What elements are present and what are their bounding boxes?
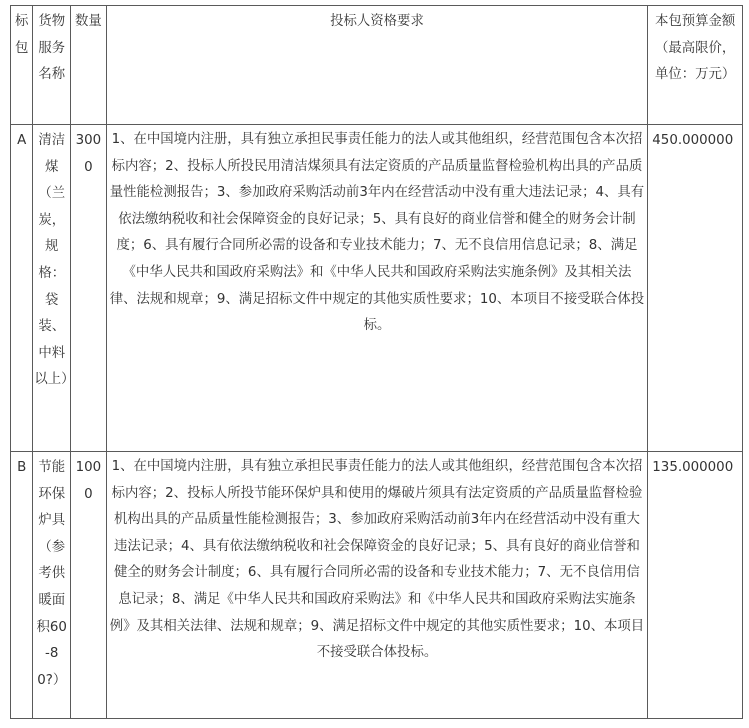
cell-quantity: 1000 xyxy=(71,452,107,719)
cell-item-name: 节能环保炉具（参考供暖面积60-80?） xyxy=(33,452,71,719)
cell-package: B xyxy=(11,452,33,719)
cell-package: A xyxy=(11,125,33,452)
cell-requirements: 1、在中国境内注册，具有独立承担民事责任能力的法人或其他组织，经营范围包含本次招标内容；2、投标人所投节能环保炉具和使用的爆破片须具有法定资质的产品质量监督检验机构出具的产品质量性能检测报告；3、参加政府采购活动前3年内在经营活动中没有重大违法记录；4、具有依法缴纳税收和社会保障资金的良好记录；5、具有良好的商业信誉和健全的财务会计制度；6、具有履行合同所必需的设备和专业技术能力；7、无不良信用信息记录；8、满足《中华人民共和国政府采购法》和《中华人民共和国政府采购法实施条例》及其相关法律、法规和规章；9、满足招标文件中规定的其他实质性要求；10、本项目不接受联合体投标。 xyxy=(106,452,648,719)
header-package: 标包 xyxy=(11,6,33,125)
cell-budget: 450.000000 xyxy=(648,125,743,452)
table-row xyxy=(11,125,743,452)
procurement-table xyxy=(10,5,743,719)
header-row xyxy=(11,6,743,125)
header-quantity: 数量 xyxy=(71,6,107,125)
cell-budget: 135.000000 xyxy=(648,452,743,719)
header-item-name: 货物服务名称 xyxy=(33,6,71,125)
cell-quantity: 3000 xyxy=(71,125,107,452)
cell-requirements: 1、在中国境内注册，具有独立承担民事责任能力的法人或其他组织，经营范围包含本次招标内容；2、投标人所投民用清洁煤须具有法定资质的产品质量监督检验机构出具的产品质量性能检测报告；3、参加政府采购活动前3年内在经营活动中没有重大违法记录；4、具有依法缴纳税收和社会保障资金的良好记录；5、具有良好的商业信誉和健全的财务会计制度；6、具有履行合同所必需的设备和专业技术能力；7、无不良信用信息记录；8、满足《中华人民共和国政府采购法》和《中华人民共和国政府采购法实施条例》及其相关法律、法规和规章；9、满足招标文件中规定的其他实质性要求；10、本项目不接受联合体投标。 xyxy=(106,125,648,452)
table-row xyxy=(11,452,743,719)
header-requirements: 投标人资格要求 xyxy=(106,6,648,125)
header-budget: 本包预算金额（最高限价，单位：万元） xyxy=(648,6,743,125)
cell-item-name: 清洁煤（兰炭，规格：袋装、中料以上） xyxy=(33,125,71,452)
